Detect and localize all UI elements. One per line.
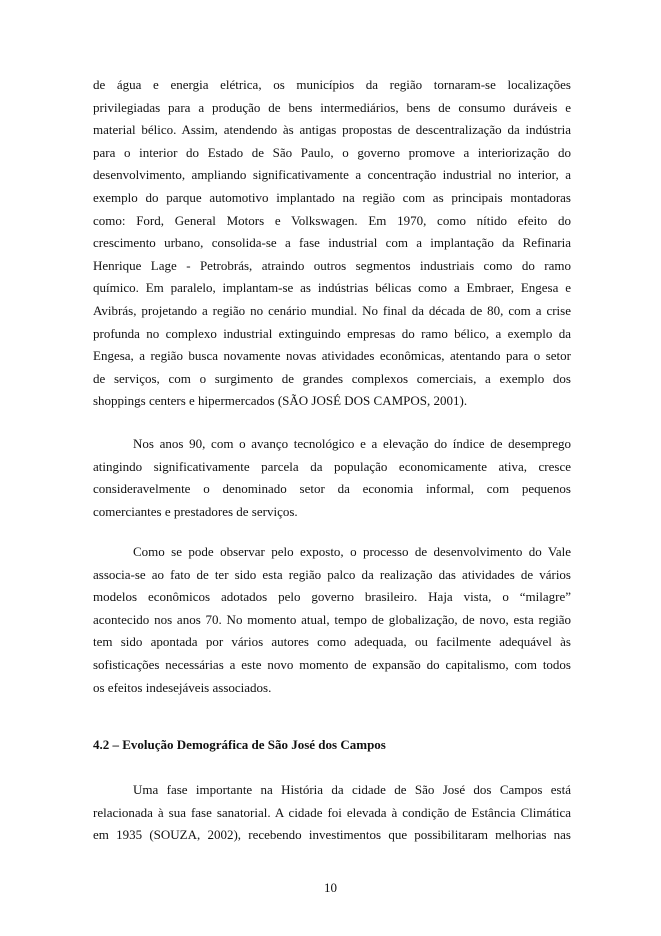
text-line: Como se pode observar pelo exposto, o processo de desenvolvimento do Vale [133,544,571,559]
text-line: Avibrás, projetando a região no cenário mundial. No final da década de 80, com a crise [93,302,571,318]
text-line: associa-se ao fato de ter sido esta região palco da realização das atividades de vários [93,566,571,582]
text-line: químico. Em paralelo, implantam-se as indústrias bélicas como a Embraer, Engesa e [93,280,571,296]
text-line: Henrique Lage - Petrobrás, atraindo outros segmentos industriais como do ramo [93,257,571,273]
text-line: de água e energia elétrica, os municípios da região tornaram-se localizações [93,77,571,92]
text-line: acontecido nos anos 70. No momento atual, tempo de globalização, de novo, esta região [93,611,571,627]
text-line: modelos econômicos adotados pelo governo brasileiro. Haja vista, o “milagre” [93,589,571,605]
page-number: 10 [324,880,337,895]
text-line: desenvolvimento, ampliando significativamente a concentração industrial no interior, a [93,167,571,183]
text-line: privilegiadas para a produção de bens intermediários, bens de consumo duráveis e [93,99,571,115]
text-line: sofisticações necessárias a este novo momento de expansão do capitalismo, com todos [93,656,571,672]
text-line: os efeitos indesejáveis associados. [93,679,272,695]
text-line: Uma fase importante na História da cidade de São José dos Campos está [133,782,571,797]
text-line: consideravelmente o denominado setor da economia informal, com pequenos [93,481,571,497]
text-line: tem sido apontada por vários autores como adequada, ou facilmente adequável às [93,634,571,650]
text-line: para o interior do Estado de São Paulo, o governo promove a interiorização do [93,144,571,160]
paragraph-3 [93,541,571,699]
text-line: Engesa, a região busca novamente novas atividades econômicas, atentando para o setor [93,348,571,364]
text-line: comerciantes e prestadores de serviços. [93,503,298,519]
text-line: de serviços, com o surgimento de grandes complexos comerciais, a exemplo dos [93,370,571,386]
paragraph-2 [93,433,571,523]
text-line: Nos anos 90, com o avanço tecnológico e a elevação do índice de desemprego [133,436,571,451]
text-line: relacionada à sua fase sanatorial. A cidade foi elevada à condição de Estância Climática [93,804,571,820]
section-heading: 4.2 – Evolução Demográfica de São José dos Campos [93,737,386,752]
text-line: atingindo significativamente parcela da população economicamente ativa, cresce [93,458,571,474]
text-line: em 1935 (SOUZA, 2002), recebendo investimentos que possibilitaram melhorias nas [93,827,571,843]
paragraph-4 [93,779,571,847]
text-line: como: Ford, General Motors e Volkswagen. Em 1970, como nítido efeito do [93,212,571,228]
text-line: profunda no complexo industrial extinguindo empresas do ramo bélico, a exemplo da [93,325,571,341]
text-line: crescimento urbano, consolida-se a fase industrial com a implantação da Refinaria [93,235,571,251]
text-line: exemplo do parque automotivo implantado na região com as principais montadoras [93,189,571,205]
text-line: material bélico. Assim, atendendo às antigas propostas de descentralização da indústria [93,122,571,138]
text-line: shoppings centers e hipermercados (SÃO JOSÉ DOS CAMPOS, 2001). [93,393,468,409]
paragraph-1 [93,74,571,413]
